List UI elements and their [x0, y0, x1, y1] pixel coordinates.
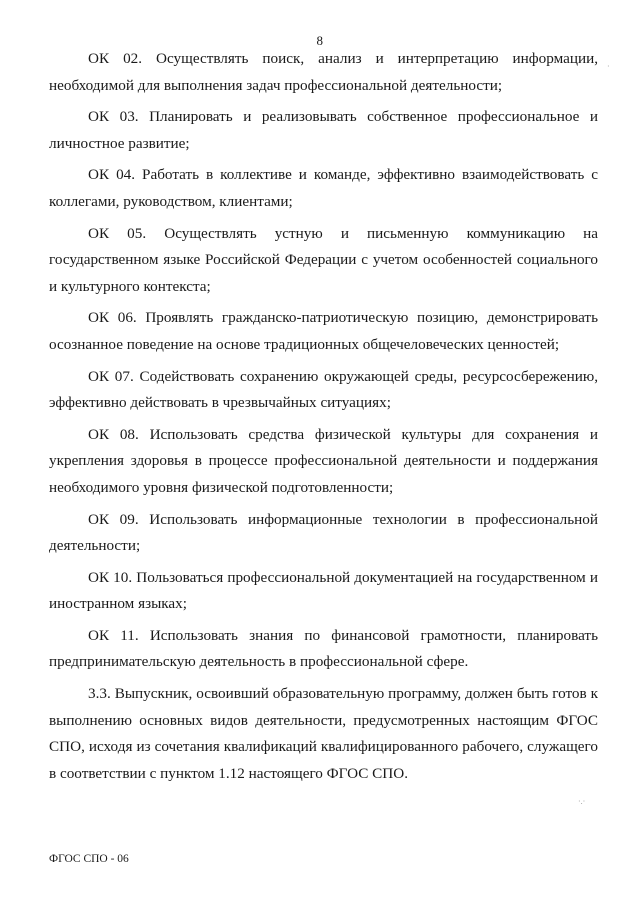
paragraph-ok-11: ОК 11. Использовать знания по финансовой грамотности, планировать предпринимательскую деятельность в профессиональной сфере.: [49, 626, 598, 671]
scan-artifact-mark: ·: [607, 62, 610, 71]
scan-artifact-mark: ·.·: [578, 797, 586, 806]
paragraph-ok-08: ОК 08. Использовать средства физической культуры для сохранения и укрепления здоровья в процессе профессиональной деятельности и поддержания необходимого уровня физической подготовленности;: [49, 425, 598, 496]
page-number: 8: [316, 33, 324, 48]
paragraph-3-3: 3.3. Выпускник, освоивший образовательную программу, должен быть готов к выполнению основных видов деятельности, предусмотренных настоящим ФГОС СПО, исходя из сочетания квалификаций квалифицированного рабочего, служащего в соответствии с пунктом 1.12 настоящего ФГОС СПО.: [49, 685, 598, 782]
paragraph-ok-06: ОК 06. Проявлять гражданско-патриотическую позицию, демонстрировать осознанное поведение на основе традиционных общечеловеческих ценностей;: [49, 309, 598, 353]
paragraph-ok-03: ОК 03. Планировать и реализовывать собственное профессиональное и личностное развитие;: [49, 108, 598, 152]
document-footer: ФГОС СПО - 06: [49, 853, 129, 865]
paragraph-ok-05: ОК 05. Осуществлять устную и письменную коммуникацию на государственном языке Российской Федерации с учетом особенностей социального и культурного контекста;: [49, 224, 598, 295]
paragraph-ok-04: ОК 04. Работать в коллективе и команде, эффективно взаимодействовать с коллегами, руководством, клиентами;: [49, 166, 598, 210]
document-body: [49, 46, 598, 792]
paragraph-ok-09: ОК 09. Использовать информационные технологии в профессиональной деятельности;: [49, 510, 598, 555]
paragraph-ok-10: ОК 10. Пользоваться профессиональной документацией на государственном и иностранном языках;: [49, 568, 598, 613]
paragraph-ok-07: ОК 07. Содействовать сохранению окружающей среды, ресурсосбережению, эффективно действовать в чрезвычайных ситуациях;: [49, 367, 598, 412]
paragraph-ok-02: ОК 02. Осуществлять поиск, анализ и интерпретацию информации, необходимой для выполнения задач профессиональной деятельности;: [49, 50, 598, 94]
